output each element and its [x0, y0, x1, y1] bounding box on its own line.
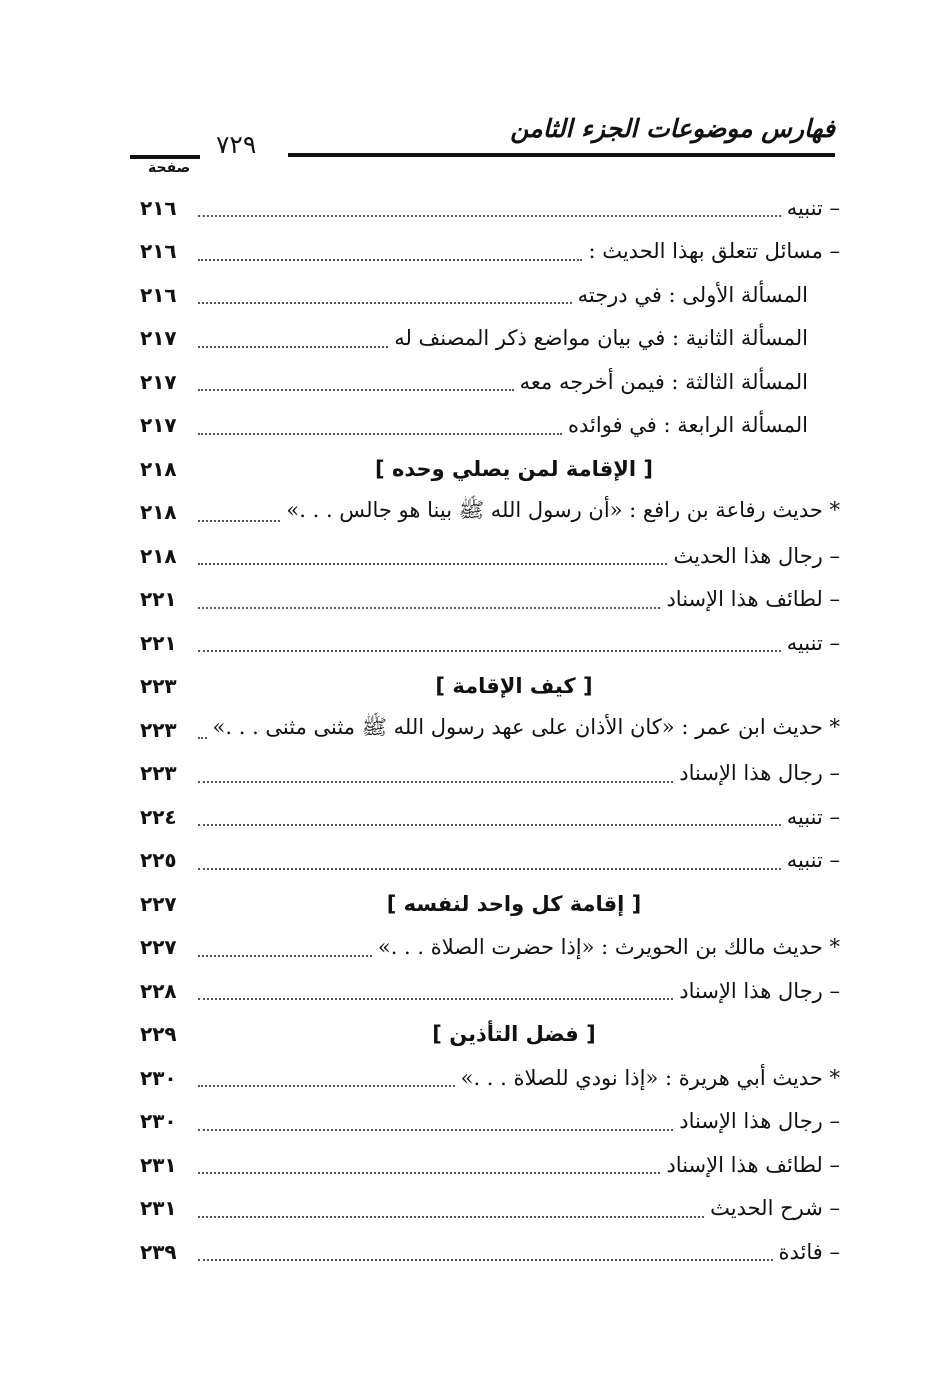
toc-entry-row	[140, 273, 840, 317]
toc-entry-text: – فائدة	[778, 1239, 840, 1264]
toc-entry-row	[140, 360, 840, 404]
dot-leader	[198, 194, 781, 217]
toc-entry-text: – لطائف هذا الإسناد	[666, 1152, 840, 1177]
toc-entry-row	[140, 1100, 840, 1144]
dot-leader	[198, 847, 781, 870]
page-column-label: صفحة	[148, 160, 191, 176]
page-ref: ٢٢٤	[140, 804, 177, 829]
toc-entry-text: – تنبيه	[786, 630, 840, 655]
toc-entry-row	[140, 839, 840, 883]
toc-entry-row	[140, 795, 840, 839]
toc-entry-row	[140, 926, 840, 970]
dot-leader	[198, 586, 660, 609]
toc-subentry-text: المسألة الثالثة : فيمن أخرجه معه	[519, 369, 808, 394]
toc-section-heading-row	[140, 447, 840, 491]
page-ref: ٢٢١	[140, 630, 177, 655]
dot-leader	[198, 977, 673, 1000]
dot-leader	[198, 499, 280, 522]
page-ref: ٢٣٠	[140, 1109, 177, 1134]
toc-entry-text: – رجال هذا الحديث	[673, 543, 840, 568]
header-rule-short	[130, 155, 200, 159]
dot-leader	[198, 716, 207, 739]
toc-entry-row	[140, 534, 840, 578]
toc-entry-text: – رجال هذا الإسناد	[679, 1109, 840, 1134]
dot-leader	[198, 803, 781, 826]
dot-leader	[198, 412, 562, 435]
dot-leader	[198, 629, 781, 652]
page-ref: ٢٢٥	[140, 848, 177, 873]
toc-entry-row	[140, 708, 840, 752]
toc-entry-row	[140, 230, 840, 274]
toc-subentry-text: المسألة الأولى : في درجته	[577, 282, 808, 307]
toc-entry-row	[140, 491, 840, 535]
toc-entry-text: – تنبيه	[786, 804, 840, 829]
page-ref: ٢١٨	[140, 500, 177, 525]
page-ref: ٢١٧	[140, 413, 177, 438]
page-ref: ٢٢٧	[140, 935, 177, 960]
dot-leader	[198, 1064, 455, 1087]
page-ref: ٢٢١	[140, 587, 177, 612]
dot-leader	[198, 1151, 660, 1174]
page-ref: ٢٣١	[140, 1196, 177, 1221]
page-number: ٧٢٩	[216, 130, 257, 159]
page-ref: ٢٢٨	[140, 978, 177, 1003]
toc-section-heading-row	[140, 882, 840, 926]
page-ref: ٢٢٧	[140, 891, 177, 916]
toc-section-heading-row	[140, 665, 840, 709]
dot-leader	[198, 1108, 673, 1131]
toc-entry-row	[140, 1230, 840, 1274]
dot-leader	[198, 325, 388, 348]
page-ref: ٢١٦	[140, 282, 177, 307]
dot-leader	[198, 368, 514, 391]
section-heading: [ فضل التأذين ]	[432, 1022, 596, 1047]
section-heading: [ كيف الإقامة ]	[435, 674, 593, 699]
toc-entry-text: – رجال هذا الإسناد	[679, 978, 840, 1003]
toc-entry-text: – مسائل تتعلق بهذا الحديث :	[588, 239, 840, 264]
page-header	[130, 108, 835, 176]
section-heading: [ الإقامة لمن يصلي وحده ]	[375, 456, 653, 481]
toc-entry-text: – رجال هذا الإسناد	[679, 761, 840, 786]
page-ref: ٢٣١	[140, 1152, 177, 1177]
page-ref: ٢٢٣	[140, 674, 177, 699]
header-rule	[288, 153, 835, 157]
page-ref: ٢٢٩	[140, 1022, 177, 1047]
page-ref: ٢٢٣	[140, 717, 177, 742]
dot-leader	[198, 1195, 704, 1218]
toc-entry-text: * حديث أبي هريرة : «إذا نودي للصلاة . . .»	[460, 1065, 840, 1090]
toc-entry-row	[140, 186, 840, 230]
toc-entry-text: – لطائف هذا الإسناد	[666, 587, 840, 612]
running-title: فهارس موضوعات الجزء الثامن	[510, 114, 835, 143]
section-heading: [ إقامة كل واحد لنفسه ]	[386, 891, 642, 916]
dot-leader	[198, 542, 667, 565]
toc-entry-row	[140, 317, 840, 361]
toc-section-heading-row	[140, 1013, 840, 1057]
toc-subentry-text: المسألة الثانية : في بيان مواضع ذكر المصنف له	[394, 326, 808, 351]
toc-entry-text: – تنبيه	[786, 848, 840, 873]
toc-entry-text: * حديث رفاعة بن رافع : «أن رسول الله ﷺ بينا هو جالس . . .»	[286, 497, 840, 522]
table-of-contents	[140, 186, 840, 1274]
toc-entry-text: * حديث ابن عمر : «كان الأذان على عهد رسول الله ﷺ مثنى مثنى . . .»	[212, 715, 840, 740]
page-ref: ٢١٦	[140, 195, 177, 220]
dot-leader	[198, 238, 582, 261]
toc-entry-text: * حديث مالك بن الحويرث : «إذا حضرت الصلاة . . .»	[377, 935, 840, 960]
toc-entry-row	[140, 752, 840, 796]
toc-entry-row	[140, 621, 840, 665]
page-ref: ٢٣٩	[140, 1239, 177, 1264]
toc-entry-row	[140, 1056, 840, 1100]
page-ref: ٢٢٣	[140, 761, 177, 786]
dot-leader	[198, 281, 572, 304]
toc-entry-text: – تنبيه	[786, 195, 840, 220]
toc-entry-text: – شرح الحديث	[710, 1196, 840, 1221]
toc-entry-row	[140, 969, 840, 1013]
toc-entry-row	[140, 404, 840, 448]
toc-entry-row	[140, 578, 840, 622]
page-ref: ٢١٨	[140, 456, 177, 481]
dot-leader	[198, 760, 673, 783]
page-ref: ٢١٨	[140, 543, 177, 568]
page-ref: ٢٣٠	[140, 1065, 177, 1090]
dot-leader	[198, 934, 372, 957]
toc-subentry-text: المسألة الرابعة : في فوائده	[568, 413, 808, 438]
page-ref: ٢١٦	[140, 239, 177, 264]
dot-leader	[198, 1238, 773, 1261]
toc-entry-row	[140, 1143, 840, 1187]
page-ref: ٢١٧	[140, 369, 177, 394]
page-ref: ٢١٧	[140, 326, 177, 351]
toc-entry-row	[140, 1187, 840, 1231]
